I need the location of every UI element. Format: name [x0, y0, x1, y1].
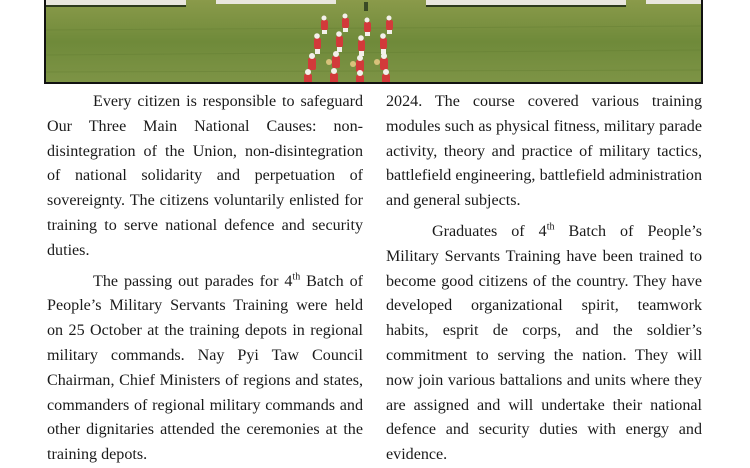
paragraph-text: Batch of People’s Military Servants Training have been trained to become good citizens of the country. They have developed organizational spirit, teamwork habits, esprit de corps, and the soldier’s commitment to serving the nation. They will now join various battalions and units where they are assigned and will undertake their national defence and security duties with energy and evidence. [386, 222, 702, 464]
right-column [386, 90, 702, 468]
paragraph-text: 2024. The course covered various training modules such as physical fitness, military parade activity, theory and practice of military tactics, battlefield engineering, battlefield administration and general subjects. [386, 93, 702, 210]
paragraph-passing-out-parades [47, 270, 363, 468]
paragraph-text: Batch of People’s Military Servants Training were held on 25 October at the training depots in regional military commands. Nay Pyi Taw Council Chairman, Chief Ministers of regions and states, commanders of regional military commands and other dignitaries attended the ceremonies at the training depots. [47, 272, 363, 464]
paragraph-course-modules [386, 90, 702, 214]
parade-photo [44, 0, 703, 84]
paragraph-text: Graduates of 4 [432, 222, 547, 240]
ordinal-suffix: th [546, 221, 555, 233]
left-column [47, 90, 363, 468]
parade-ground-photo-icon [46, 0, 703, 84]
paragraph-graduates [386, 220, 702, 468]
paragraph-text: The passing out parades for 4 [93, 272, 293, 290]
paragraph-citizen-responsibility [47, 90, 363, 264]
paragraph-text: Every citizen is responsible to safeguard Our Three Main National Causes: non-disintegration of the Union, non-disintegration of national solidarity and perpetuation of sovereignty. The citizens voluntarily enlisted for training to serve national defence and security duties. [47, 93, 363, 259]
ordinal-suffix: th [292, 271, 301, 283]
